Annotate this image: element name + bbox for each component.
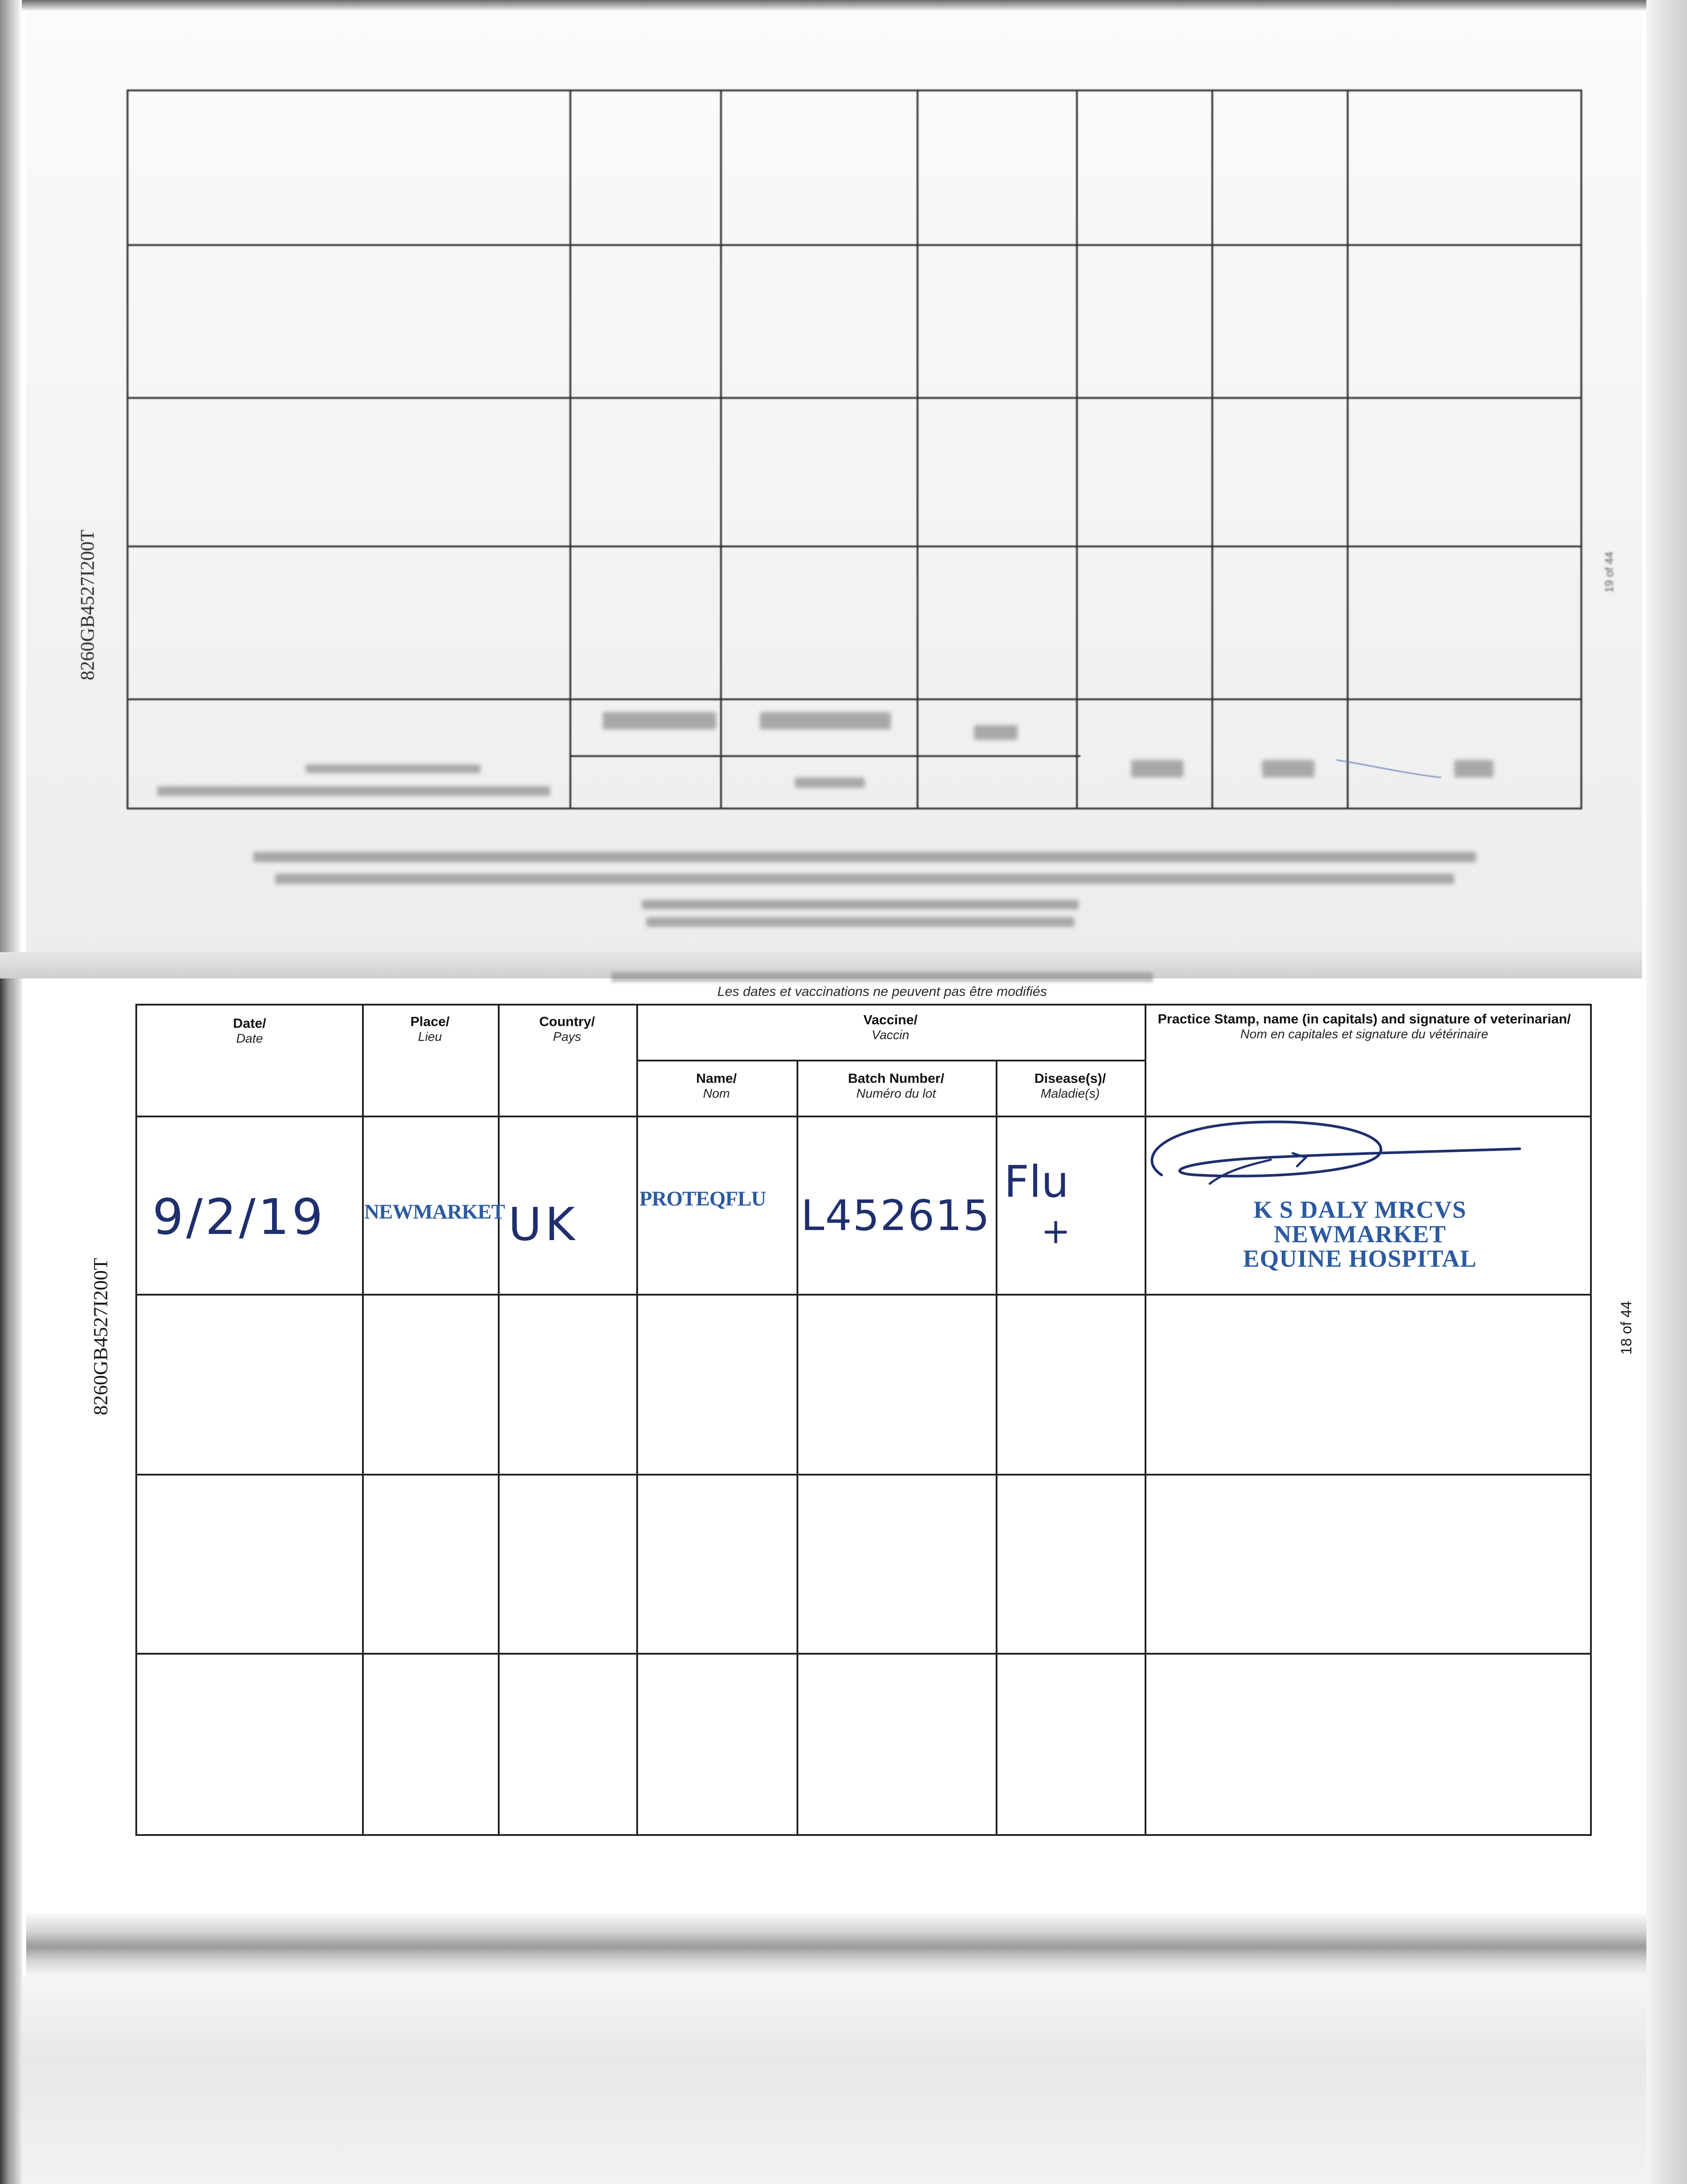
upper-vaccination-grid: [127, 90, 1582, 809]
scan-edge-right: [1646, 0, 1687, 2184]
row1-place: NEWMARKET: [364, 1200, 505, 1223]
upper-header-ghost: [157, 786, 550, 796]
upper-grid-line: [128, 397, 1580, 399]
upper-header-ghost: [760, 712, 891, 729]
lower-page-number: 18 of 44: [1618, 1301, 1635, 1355]
upper-grid-line: [569, 91, 571, 808]
upper-grid-line: [128, 546, 1580, 547]
table-grid-line: [362, 1006, 364, 1834]
upper-grid-line: [128, 698, 1580, 700]
upper-header-ghost: [603, 712, 716, 729]
stamp-line: K S DALY MRCVS: [1253, 1196, 1466, 1223]
upper-notice-ghost: [275, 874, 1454, 884]
vaccination-notice: Les dates et vaccinations ne peuvent pas être modifiés: [717, 984, 1047, 999]
row1-vaccine-name: PROTEQFLU: [639, 1187, 766, 1210]
table-grid-line: [797, 1060, 798, 1836]
table-grid-line: [498, 1006, 500, 1834]
header-date: Date/ Date: [233, 1016, 266, 1046]
upper-header-ghost: [795, 778, 865, 788]
stamp-line: NEWMARKET: [1273, 1221, 1446, 1248]
upper-passport-id: 8260GB4527I200T: [76, 529, 98, 681]
scan-edge-left-upper: [0, 0, 22, 978]
upper-header-ghost: [974, 725, 1018, 740]
scan-edge-left-lower: [0, 978, 22, 2184]
upper-notice-ghost: [253, 852, 1476, 862]
upper-grid-line: [1211, 91, 1213, 808]
row1-batch-number: L452615: [801, 1191, 990, 1240]
upper-notice-ghost: [646, 917, 1074, 927]
header-place: Place/ Lieu: [410, 1014, 450, 1044]
upper-pen-stroke: [1332, 751, 1446, 782]
row1-disease-mark: +: [1041, 1211, 1071, 1251]
table-grid-line: [636, 1060, 1145, 1061]
row1-country: UK: [508, 1198, 579, 1251]
upper-notice-ghost: [642, 900, 1079, 909]
upper-header-ghost: [1262, 760, 1314, 778]
upper-header-ghost: [306, 764, 480, 773]
upper-header-ghost: [1131, 760, 1183, 778]
passport-binding: [26, 1913, 1646, 1974]
header-batch-number: Batch Number/ Numéro du lot: [848, 1071, 945, 1101]
table-grid-line: [636, 1006, 638, 1834]
scan-edge-top: [0, 0, 1687, 11]
row1-disease: Flu: [1004, 1156, 1069, 1207]
header-vaccine-name: Name/ Nom: [696, 1071, 737, 1101]
upper-grid-line: [569, 755, 1080, 757]
table-grid-line: [137, 1653, 1590, 1655]
upper-header-ghost: [1454, 760, 1494, 778]
header-practice-stamp: Practice Stamp, name (in capitals) and signature of veterinarian/ Nom en capitales et signature du vétérinaire: [1158, 1011, 1571, 1042]
table-grid-line: [996, 1060, 997, 1836]
upper-grid-line: [917, 91, 918, 808]
upper-grid-line: [1347, 91, 1349, 808]
passport-back-cover: [22, 1974, 1646, 2184]
upper-page-number: 19 of 44: [1602, 552, 1616, 593]
upper-grid-line: [128, 244, 1580, 246]
row1-date: 9/2/19: [152, 1189, 326, 1246]
table-grid-line: [137, 1294, 1590, 1296]
notice-cutoff-line: [611, 972, 1153, 982]
header-country: Country/ Pays: [539, 1014, 595, 1044]
table-grid-line: [137, 1474, 1590, 1476]
lower-passport-id: 8260GB4527I200T: [89, 1258, 112, 1416]
upper-grid-line: [1076, 91, 1078, 808]
stamp-line: EQUINE HOSPITAL: [1243, 1245, 1477, 1272]
upper-grid-line: [720, 91, 722, 808]
header-vaccine: Vaccine/ Vaccin: [863, 1012, 918, 1043]
header-disease: Disease(s)/ Maladie(s): [1034, 1071, 1106, 1101]
veterinarian-signature: [1109, 1109, 1528, 1214]
